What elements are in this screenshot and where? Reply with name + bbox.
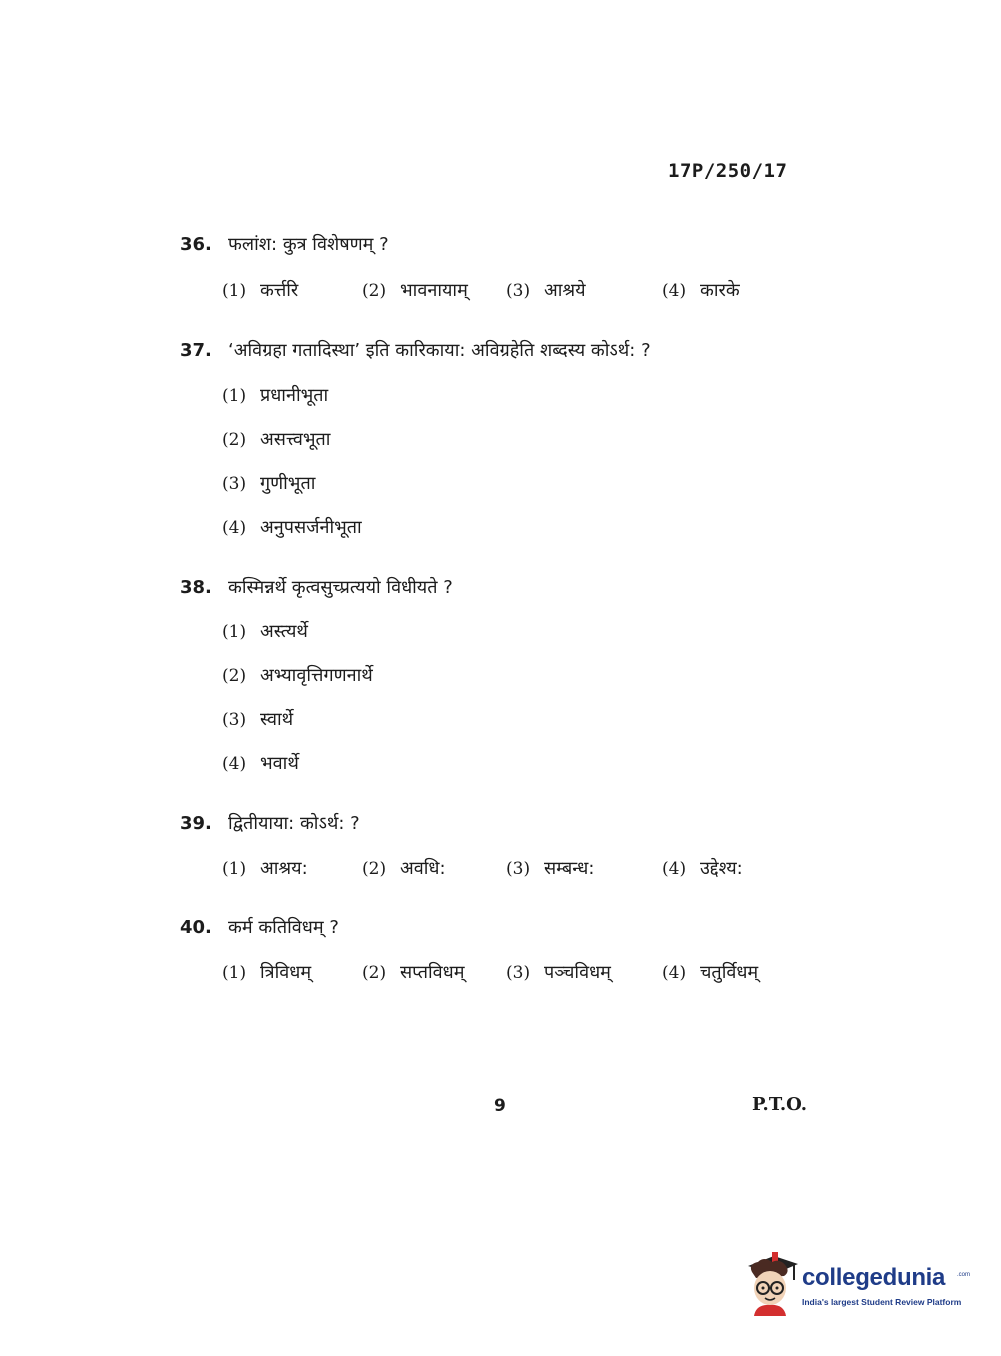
option-4 [662, 856, 743, 880]
option-text: त्रिविधम् [260, 962, 312, 983]
option-text: अस्त्यर्थे [260, 621, 308, 642]
option-3 [506, 856, 594, 880]
option-3 [222, 471, 315, 495]
option-number: (2) [222, 430, 247, 450]
pto-label: P.T.O. [752, 1094, 808, 1115]
question-text: कस्मिन्नर्थे कृत्वसुच्प्रत्ययो विधीयते ? [228, 577, 453, 598]
paper-code: 17P/250/17 [668, 160, 788, 182]
option-1 [222, 856, 308, 880]
option-1 [222, 619, 308, 643]
brand-domain: .com [957, 1272, 971, 1278]
question-number: 38. [180, 577, 212, 598]
option-1 [222, 383, 328, 407]
option-number: (2) [362, 859, 387, 879]
option-text: उद्देश्य: [700, 858, 743, 879]
option-4 [222, 515, 362, 539]
option-text: भावनायाम् [400, 280, 468, 301]
brand-watermark [744, 1250, 974, 1320]
brand-tagline: India's largest Student Review Platform [802, 1297, 962, 1307]
question-stem [180, 811, 360, 835]
option-text: प्रधानीभूता [260, 385, 329, 406]
option-2 [362, 960, 464, 984]
option-number: (3) [222, 474, 247, 494]
question-number: 39. [180, 813, 212, 834]
option-2 [362, 856, 446, 880]
option-4 [222, 751, 299, 775]
brand-name: collegedunia [802, 1264, 946, 1291]
option-number: (4) [222, 518, 247, 538]
option-number: (2) [362, 281, 387, 301]
option-number: (1) [222, 859, 247, 879]
question-number: 36. [180, 234, 212, 255]
option-2 [222, 427, 330, 451]
question-text: ‘अविग्रहा गतादिस्था’ इति कारिकाया: अविग्रहेति शब्दस्य कोऽर्थ: ? [228, 340, 651, 361]
option-text: सप्तविधम् [400, 962, 465, 983]
option-text: सम्बन्ध: [544, 858, 595, 879]
option-4 [662, 960, 758, 984]
option-4 [662, 278, 740, 302]
mascot-logo-icon [744, 1250, 800, 1316]
option-2 [362, 278, 468, 302]
option-text: आश्रये [544, 280, 586, 301]
option-text: गुणीभूता [260, 473, 316, 494]
option-number: (2) [222, 666, 247, 686]
option-number: (4) [222, 754, 247, 774]
option-text: स्वार्थे [260, 709, 294, 730]
option-number: (3) [506, 281, 531, 301]
question-text: फलांश: कुत्र विशेषणम् ? [228, 234, 389, 255]
option-3 [506, 960, 611, 984]
option-text: अवधि: [400, 858, 446, 879]
option-number: (2) [362, 963, 387, 983]
question-text: कर्म कतिविधम् ? [228, 917, 339, 938]
option-text: चतुर्विधम् [700, 962, 759, 983]
option-number: (3) [506, 859, 531, 879]
question-number: 37. [180, 340, 212, 361]
option-number: (4) [662, 963, 687, 983]
option-number: (1) [222, 963, 247, 983]
option-text: अनुपसर्जनीभूता [260, 517, 362, 538]
question-stem [180, 575, 453, 599]
page-number: 9 [494, 1096, 506, 1116]
question-stem [180, 915, 339, 939]
option-text: कारके [700, 280, 740, 301]
option-text: असत्त्वभूता [260, 429, 331, 450]
option-number: (1) [222, 281, 247, 301]
question-text: द्वितीयाया: कोऽर्थ: ? [228, 813, 360, 834]
option-text: कर्त्तरि [260, 280, 299, 301]
option-2 [222, 663, 373, 687]
option-3 [222, 707, 293, 731]
option-1 [222, 278, 298, 302]
question-number: 40. [180, 917, 212, 938]
option-text: भवार्थे [260, 753, 299, 774]
option-text: अभ्यावृत्तिगणनार्थे [260, 665, 373, 686]
option-number: (1) [222, 386, 247, 406]
option-number: (1) [222, 622, 247, 642]
option-text: आश्रय: [260, 858, 308, 879]
question-stem [180, 338, 651, 362]
option-1 [222, 960, 311, 984]
option-number: (4) [662, 281, 687, 301]
question-stem [180, 232, 389, 256]
option-3 [506, 278, 586, 302]
option-number: (4) [662, 859, 687, 879]
option-number: (3) [222, 710, 247, 730]
option-number: (3) [506, 963, 531, 983]
option-text: पञ्चविधम् [544, 962, 611, 983]
